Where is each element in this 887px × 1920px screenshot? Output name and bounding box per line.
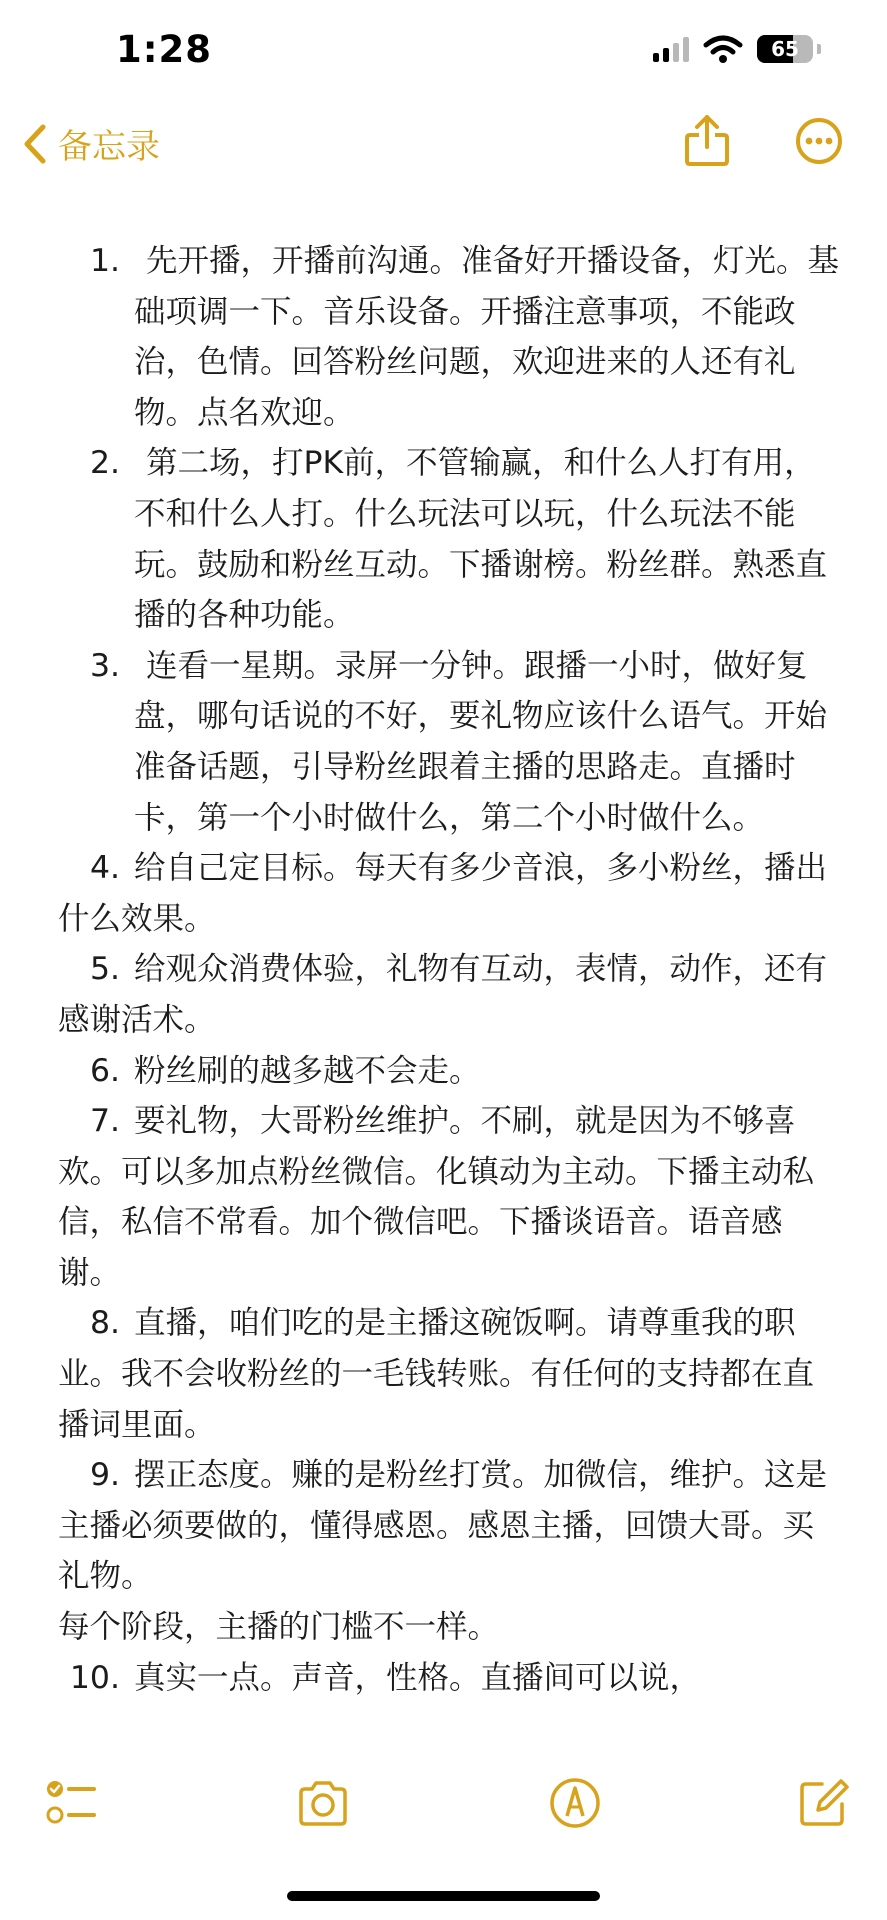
battery-percent: 65 xyxy=(771,37,799,61)
list-item xyxy=(58,843,844,944)
compose-icon[interactable] xyxy=(796,1776,850,1830)
back-button-label: 备忘录 xyxy=(58,127,160,167)
list-item-text: 给观众消费体验，礼物有互动，表情，动作，还有感谢活术。 xyxy=(58,951,828,1038)
status-icons xyxy=(653,34,821,64)
bottom-toolbar xyxy=(0,1768,887,1838)
share-icon[interactable] xyxy=(683,113,731,167)
list-item-number: 7. xyxy=(89,1103,120,1140)
list-item xyxy=(58,1298,844,1450)
camera-icon[interactable] xyxy=(296,1776,350,1830)
list-item xyxy=(58,236,844,438)
list-item xyxy=(58,1653,844,1704)
list-item-text: 先开播，开播前沟通。准备好开播设备，灯光。基础项调一下。音乐设备。开播注意事项，不能政治，色情。回答粉丝问题，欢迎进来的人还有礼物。点名欢迎。 xyxy=(134,243,840,431)
list-item-text: 直播，咱们吃的是主播这碗饭啊。请尊重我的职业。我不会收粉丝的一毛钱转账。有任何的支持都在直播词里面。 xyxy=(58,1305,815,1443)
chevron-left-icon xyxy=(22,123,48,165)
list-item-number: 4. xyxy=(89,850,120,887)
checklist-icon[interactable] xyxy=(44,1776,98,1830)
list-item xyxy=(58,944,844,1045)
list-item-number: 8. xyxy=(89,1305,120,1342)
ellipsis-circle-icon[interactable] xyxy=(795,117,843,165)
list-item-number: 5. xyxy=(89,951,120,988)
list-item xyxy=(58,1046,844,1097)
status-bar xyxy=(0,0,887,105)
list-item-text: 给自己定目标。每天有多少音浪，多小粉丝，播出什么效果。 xyxy=(58,850,828,937)
list-item-text: 第二场，打PK前，不管输赢，和什么人打有用，不和什么人打。什么玩法可以玩，什么玩法不能玩。鼓励和粉丝互动。下播谢榜。粉丝群。熟悉直播的各种功能。 xyxy=(134,445,828,634)
list-item-number: 9. xyxy=(89,1457,120,1494)
markup-pen-icon[interactable] xyxy=(548,1776,602,1830)
back-button[interactable] xyxy=(22,119,160,168)
list-item xyxy=(58,641,844,843)
note-paragraph: 每个阶段，主播的门槛不一样。 xyxy=(58,1609,500,1646)
nav-bar xyxy=(0,105,887,185)
wifi-icon xyxy=(703,34,743,64)
list-item-number: 2. xyxy=(89,445,120,482)
note-body[interactable] xyxy=(58,236,844,1703)
list-item xyxy=(58,1096,844,1298)
list-item xyxy=(58,1450,844,1602)
list-item-number: 1. xyxy=(89,243,120,279)
battery-cap xyxy=(817,44,821,54)
list-item-text: 连看一星期。录屏一分钟。跟播一小时，做好复盘，哪句话说的不好，要礼物应该什么语气。开始准备话题，引导粉丝跟着主播的思路走。直播时卡，第一个小时做什么，第二个小时做什么。 xyxy=(134,647,828,836)
list-item-text: 摆正态度。赚的是粉丝打赏。加微信，维护。这是主播必须要做的，懂得感恩。感恩主播，回馈大哥。买礼物。 xyxy=(58,1457,828,1595)
battery-icon xyxy=(757,35,813,63)
list-item-number: 10. xyxy=(69,1659,120,1696)
home-indicator[interactable] xyxy=(287,1891,600,1901)
status-time: 1:28 xyxy=(116,28,213,71)
cellular-signal-icon xyxy=(653,36,689,62)
list-item-text: 要礼物，大哥粉丝维护。不刷，就是因为不够喜欢。可以多加点粉丝微信。化镇动为主动。下播主动私信，私信不常看。加个微信吧。下播谈语音。语音感谢。 xyxy=(58,1103,815,1291)
list-item-number: 3. xyxy=(89,647,120,684)
list-item xyxy=(58,438,844,640)
note-list xyxy=(58,236,844,1602)
list-item-text: 粉丝刷的越多越不会走。 xyxy=(134,1052,481,1089)
list-item-number: 6. xyxy=(89,1052,120,1089)
list-item-text: 真实一点。声音，性格。直播间可以说， xyxy=(134,1659,702,1696)
